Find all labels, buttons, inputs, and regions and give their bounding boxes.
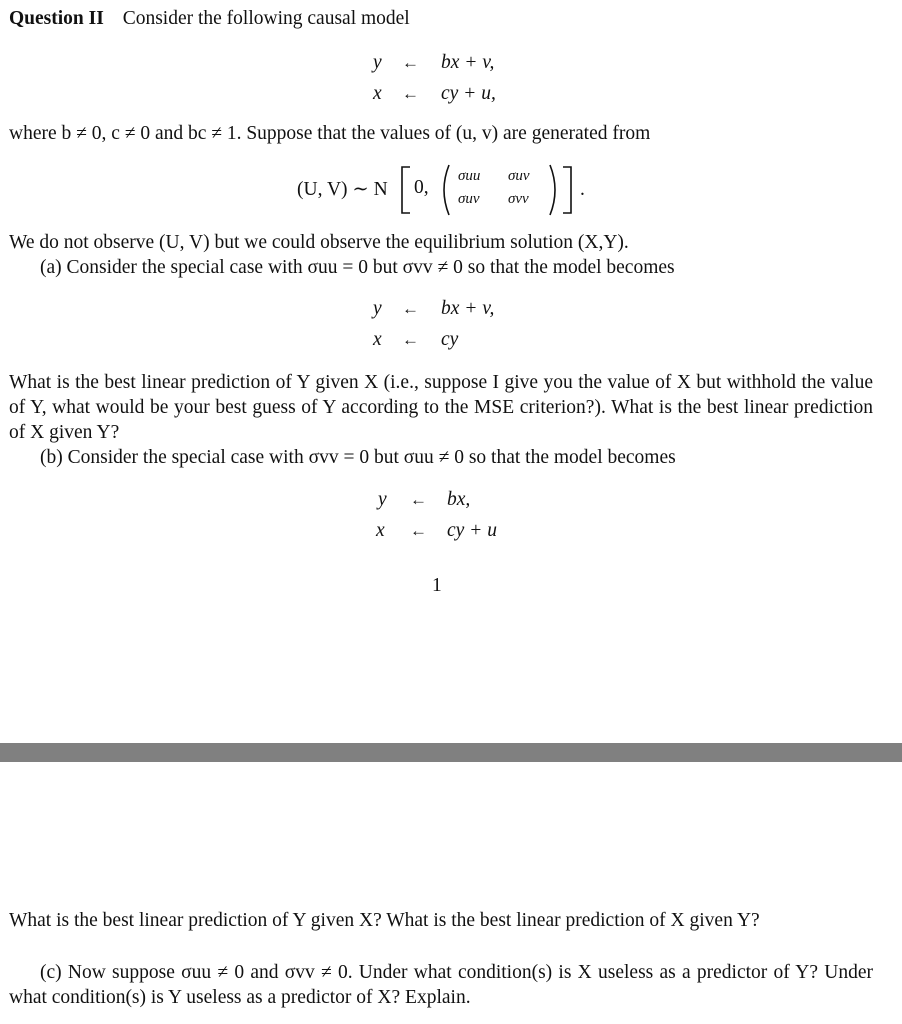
equation-rhs: cy + u bbox=[447, 520, 497, 541]
question-label: Question II bbox=[9, 8, 104, 29]
page-divider bbox=[0, 743, 902, 762]
equation-rhs: cy + u, bbox=[441, 83, 496, 104]
assignment-arrow: ← bbox=[402, 53, 419, 72]
assignment-arrow: ← bbox=[410, 521, 427, 540]
equation-lhs: y bbox=[378, 489, 387, 510]
assignment-arrow: ← bbox=[402, 330, 419, 349]
part-c-text: (c) Now suppose σuu ≠ 0 and σvv ≠ 0. Under what condition(s) is X useless as a predictor of Y? Under what condition(s) is Y useless as a predictor of X? Explain. bbox=[9, 962, 873, 1008]
equation-lhs: y bbox=[373, 52, 382, 73]
equation-lhs: x bbox=[376, 520, 385, 541]
assignment-arrow: ← bbox=[410, 490, 427, 509]
paragraph-assumptions: where b ≠ 0, c ≠ 0 and bc ≠ 1. Suppose that the values of (u, v) are generated from bbox=[9, 123, 651, 144]
equation-row bbox=[0, 489, 902, 515]
equation-rhs: bx + v, bbox=[441, 298, 495, 319]
matrix-entry-21: σuv bbox=[458, 191, 480, 207]
right-bracket-icon bbox=[561, 165, 575, 215]
paragraph-observation: We do not observe (U, V) but we could observe the equilibrium solution (X,Y). bbox=[9, 232, 629, 253]
equation-row bbox=[0, 329, 902, 355]
paragraph-question-b: What is the best linear prediction of Y given X? What is the best linear prediction of X given Y? bbox=[9, 910, 760, 931]
equation-rhs: bx + v, bbox=[441, 52, 495, 73]
question-intro: Consider the following causal model bbox=[122, 8, 410, 29]
equation-rhs: cy bbox=[441, 329, 459, 350]
part-b-intro: (b) Consider the special case with σvv = 0 but σuu ≠ 0 so that the model becomes bbox=[40, 447, 676, 468]
equation-row bbox=[0, 298, 902, 324]
assignment-arrow: ← bbox=[402, 84, 419, 103]
equation-row bbox=[0, 520, 902, 546]
assignment-arrow: ← bbox=[402, 299, 419, 318]
distribution-mean: 0, bbox=[414, 177, 429, 198]
equation-lhs: y bbox=[373, 298, 382, 319]
right-paren-icon bbox=[548, 163, 562, 217]
matrix-entry-22: σvv bbox=[508, 191, 529, 207]
matrix-entry-11: σuu bbox=[458, 168, 481, 184]
page-number: 1 bbox=[432, 575, 442, 596]
equation-lhs: x bbox=[373, 83, 382, 104]
part-a-intro: (a) Consider the special case with σuu = 0 but σvv ≠ 0 so that the model becomes bbox=[40, 257, 675, 278]
distribution-lhs: (U, V) ∼ N bbox=[297, 179, 388, 200]
left-bracket-icon bbox=[398, 165, 412, 215]
equation-rhs: bx, bbox=[447, 489, 471, 510]
left-paren-icon bbox=[437, 163, 451, 217]
equation-row bbox=[0, 52, 902, 78]
distribution-end: . bbox=[580, 179, 585, 200]
paragraph-question-a: What is the best linear prediction of Y given X (i.e., suppose I give you the value of X but withhold the value of Y, what would be your best guess of Y according to the MSE criterion?). What is the best linear prediction of X given Y? bbox=[9, 372, 873, 443]
question-header bbox=[9, 8, 410, 30]
equation-row bbox=[0, 83, 902, 109]
matrix-entry-12: σuv bbox=[508, 168, 530, 184]
equation-lhs: x bbox=[373, 329, 382, 350]
